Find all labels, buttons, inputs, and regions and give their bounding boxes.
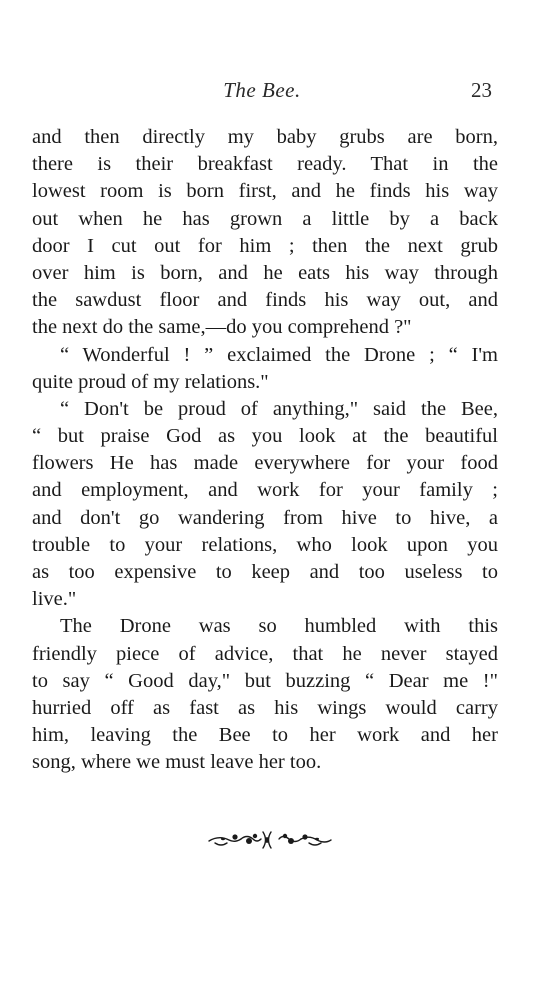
- text-line: him, leaving the Bee to her work and her: [32, 724, 498, 747]
- text-line: “ but praise God as you look at the beautiful: [32, 425, 498, 448]
- text-line: quite proud of my relations.": [32, 370, 269, 393]
- text-line: trouble to your relations, who look upon you: [32, 533, 498, 556]
- text-line: friendly piece of advice, that he never stayed: [32, 642, 498, 665]
- running-head: [32, 78, 492, 108]
- text-line: lowest room is born first, and he finds his way: [32, 180, 498, 203]
- text-line: the sawdust floor and finds his way out, and: [32, 289, 498, 312]
- page-number: 23: [471, 78, 492, 102]
- text-line: and then directly my baby grubs are born,: [32, 126, 498, 148]
- text-line: out when he has grown a little by a back: [32, 207, 498, 230]
- text-line: song, where we must leave her too.: [32, 751, 322, 774]
- floral-tailpiece-icon: [205, 826, 335, 854]
- text-line: live.": [32, 588, 77, 611]
- text-line: flowers He has made everywhere for your food: [32, 452, 498, 475]
- body-text: [32, 124, 498, 777]
- text-line: “ Don't be proud of anything," said the Bee,: [60, 397, 498, 420]
- text-line: the next do the same,—do you comprehend ?": [32, 316, 412, 339]
- text-line: there is their breakfast ready. That in the: [32, 153, 498, 176]
- running-title: The Bee.: [223, 78, 301, 102]
- text-line: hurried off as fast as his wings would carry: [32, 696, 498, 719]
- text-line: door I cut out for him ; then the next grub: [32, 234, 498, 257]
- text-line: and don't go wandering from hive to hive, a: [32, 506, 498, 529]
- text-line: “ Wonderful ! ” exclaimed the Drone ; “ I'm: [60, 343, 498, 366]
- text-line: as too expensive to keep and too useless to: [32, 561, 498, 583]
- text-line: The Drone was so humbled with this: [60, 615, 498, 638]
- text-line: over him is born, and he eats his way through: [32, 261, 498, 284]
- text-line: and employment, and work for your family ;: [32, 479, 498, 502]
- text-line: to say “ Good day," but buzzing “ Dear me !": [32, 669, 498, 692]
